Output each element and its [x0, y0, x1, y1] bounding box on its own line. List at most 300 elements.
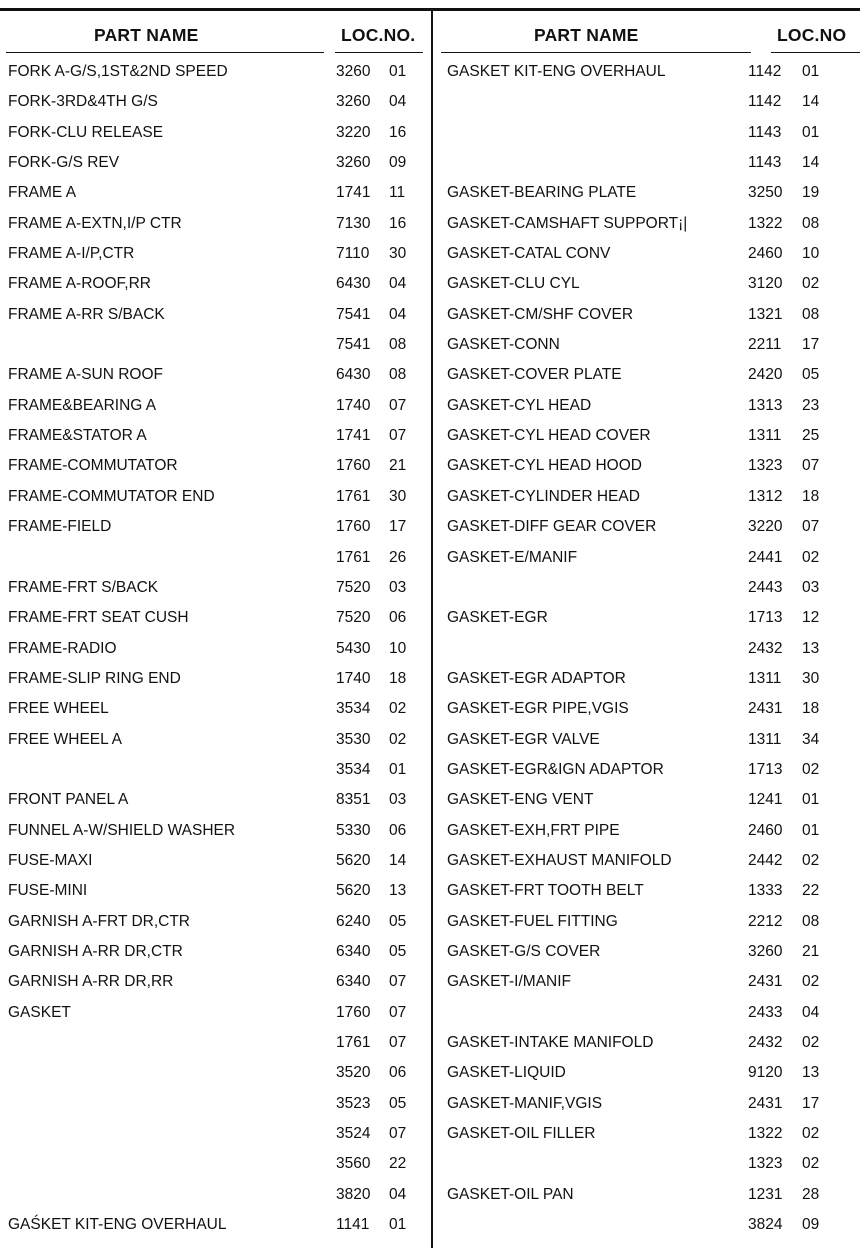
part-name: FRAME A-I/P,CTR	[8, 245, 135, 263]
loc-number: 1333	[748, 882, 783, 900]
table-row	[447, 274, 860, 304]
part-name: GASKET-EGR VALVE	[447, 730, 600, 748]
loc-number: 1142	[748, 63, 782, 80]
loc-number: 1713	[748, 760, 783, 778]
loc-number: 2460	[748, 245, 783, 263]
loc-number: 5620	[336, 851, 371, 869]
loc-sub-number: 14	[389, 851, 407, 869]
table-row	[447, 1063, 860, 1093]
loc-sub-number: 18	[802, 487, 820, 505]
loc-number: 1311	[748, 427, 782, 445]
loc-sub-number: 30	[802, 669, 820, 687]
loc-sub-number: 01	[389, 1216, 407, 1234]
part-name: GASKET-ENG VENT	[447, 791, 594, 809]
part-name: FRAME&BEARING A	[8, 396, 157, 414]
loc-number: 2460	[748, 821, 783, 839]
loc-sub-number: 02	[802, 275, 820, 293]
loc-number: 1323	[748, 457, 783, 475]
loc-sub-number: 07	[802, 457, 820, 475]
loc-number: 3260	[336, 63, 371, 80]
loc-number: 1740	[336, 396, 371, 414]
table-row	[8, 487, 428, 517]
loc-sub-number: 04	[389, 305, 407, 323]
loc-number: 3260	[748, 942, 783, 960]
loc-number: 2433	[748, 1003, 783, 1021]
table-row	[447, 821, 860, 851]
loc-number: 6340	[336, 942, 371, 960]
part-name: FRAME A-ROOF,RR	[8, 275, 151, 293]
loc-number: 3560	[336, 1155, 371, 1173]
table-row	[8, 790, 428, 820]
loc-sub-number: 02	[389, 730, 407, 748]
loc-number: 2431	[748, 1094, 783, 1112]
loc-number: 6430	[336, 366, 371, 384]
table-row	[447, 912, 860, 942]
table-row	[447, 1124, 860, 1154]
part-name: GASKET-E/MANIF	[447, 548, 578, 566]
loc-number: 2420	[748, 366, 783, 384]
table-row	[447, 517, 860, 547]
loc-number: 7110	[336, 245, 370, 263]
table-row	[447, 730, 860, 760]
loc-sub-number: 30	[389, 487, 407, 505]
loc-sub-number: 05	[389, 942, 407, 960]
loc-number: 1760	[336, 1003, 371, 1021]
loc-number: 1231	[748, 1185, 783, 1203]
table-row	[447, 851, 860, 881]
table-row	[8, 669, 428, 699]
part-name: GASKET-CYLINDER HEAD	[447, 487, 640, 505]
part-name: GASKET-LIQUID	[447, 1064, 566, 1082]
table-row	[8, 1215, 428, 1245]
loc-sub-number: 21	[802, 942, 820, 960]
loc-number: 3220	[748, 518, 783, 536]
loc-number: 1322	[748, 1125, 783, 1143]
loc-number: 1141	[336, 1216, 370, 1234]
loc-sub-number: 13	[802, 1064, 820, 1082]
loc-number: 7541	[336, 305, 371, 323]
loc-sub-number: 02	[802, 548, 820, 566]
loc-number: 5620	[336, 882, 371, 900]
table-row	[8, 183, 428, 213]
loc-sub-number: 02	[802, 1155, 820, 1173]
loc-number: 6340	[336, 973, 371, 991]
loc-number: 3250	[748, 184, 783, 202]
table-row	[447, 426, 860, 456]
table-row	[8, 214, 428, 244]
loc-sub-number: 08	[802, 305, 820, 323]
loc-sub-number: 08	[389, 366, 407, 384]
table-row	[447, 1094, 860, 1124]
loc-sub-number: 05	[389, 912, 407, 930]
part-name: FRAME-SLIP RING END	[8, 669, 181, 687]
loc-sub-number: 02	[802, 973, 820, 991]
loc-sub-number: 07	[802, 518, 820, 536]
table-row	[447, 1215, 860, 1245]
table-row	[8, 851, 428, 881]
table-row	[8, 912, 428, 942]
loc-number: 3524	[336, 1125, 371, 1143]
loc-sub-number: 08	[802, 912, 820, 930]
table-row	[447, 669, 860, 699]
loc-number: 3534	[336, 760, 371, 778]
part-name: GARNISH A-RR DR,CTR	[8, 942, 183, 960]
loc-sub-number: 03	[802, 578, 820, 596]
table-row	[447, 972, 860, 1002]
loc-sub-number: 01	[802, 791, 820, 809]
loc-sub-number: 08	[802, 214, 820, 232]
loc-sub-number: 04	[389, 93, 407, 111]
loc-sub-number: 04	[389, 1185, 407, 1203]
loc-sub-number: 17	[802, 1094, 820, 1112]
part-name: FRAME-FRT SEAT CUSH	[8, 609, 189, 627]
loc-number: 2212	[748, 912, 783, 930]
loc-sub-number: 13	[389, 882, 407, 900]
part-name: GASKET-CLU CYL	[447, 275, 580, 293]
table-row	[8, 972, 428, 1002]
part-name: GASKET-COVER PLATE	[447, 366, 622, 384]
part-name: GASKET-CATAL CONV	[447, 245, 611, 263]
left-part-name-header: PART NAME	[94, 25, 199, 45]
loc-number: 1142	[748, 93, 782, 111]
table-row	[447, 639, 860, 669]
loc-sub-number: 07	[389, 973, 407, 991]
loc-sub-number: 07	[389, 1003, 407, 1021]
loc-sub-number: 14	[802, 93, 820, 111]
loc-number: 2442	[748, 851, 783, 869]
part-name: FUSE-MINI	[8, 882, 88, 900]
loc-sub-number: 04	[389, 275, 407, 293]
part-name: GASKET-EGR	[447, 609, 548, 627]
part-name: FREE WHEEL A	[8, 730, 122, 748]
table-row	[8, 548, 428, 578]
loc-number: 3530	[336, 730, 371, 748]
loc-sub-number: 08	[389, 336, 407, 354]
loc-number: 2432	[748, 1034, 783, 1051]
table-row	[447, 1003, 860, 1033]
loc-sub-number: 06	[389, 1064, 407, 1082]
loc-number: 3260	[336, 93, 371, 111]
loc-sub-number: 19	[802, 184, 820, 202]
part-name: FORK-G/S REV	[8, 154, 120, 172]
loc-sub-number: 28	[802, 1185, 820, 1203]
left-parts-column	[8, 62, 428, 1245]
table-row	[447, 335, 860, 365]
loc-sub-number: 02	[802, 851, 820, 869]
part-name: GASKET-EGR PIPE,VGIS	[447, 700, 629, 718]
loc-sub-number: 02	[802, 1125, 820, 1143]
part-name: FRAME-RADIO	[8, 639, 117, 657]
loc-sub-number: 10	[389, 639, 407, 657]
loc-number: 9120	[748, 1064, 783, 1082]
loc-number: 7130	[336, 214, 371, 232]
part-name: GARNISH A-FRT DR,CTR	[8, 912, 190, 930]
loc-sub-number: 34	[802, 730, 820, 748]
table-row	[447, 62, 860, 92]
loc-number: 6240	[336, 912, 371, 930]
loc-sub-number: 18	[389, 669, 407, 687]
table-row	[447, 1154, 860, 1184]
part-name: GAŚKET KIT-ENG OVERHAUL	[8, 1216, 227, 1234]
part-name: GASKET-CAMSHAFT SUPPORT¡|	[447, 214, 688, 232]
loc-number: 1322	[748, 214, 783, 232]
table-row	[8, 1154, 428, 1184]
part-name: GASKET-OIL PAN	[447, 1185, 574, 1203]
loc-number: 3260	[336, 154, 371, 172]
loc-sub-number: 01	[802, 63, 820, 80]
right-part-name-header: PART NAME	[534, 25, 639, 45]
column-divider	[431, 10, 433, 1248]
left-name-header-rule	[6, 52, 324, 53]
table-row	[8, 942, 428, 972]
loc-sub-number: 14	[802, 154, 820, 172]
loc-sub-number: 04	[802, 1003, 820, 1021]
loc-number: 1713	[748, 609, 783, 627]
table-row	[8, 335, 428, 365]
loc-number: 5330	[336, 821, 371, 839]
loc-number: 7541	[336, 336, 371, 354]
table-row	[447, 699, 860, 729]
loc-sub-number: 02	[802, 760, 820, 778]
table-row	[8, 639, 428, 669]
loc-number: 2441	[748, 548, 783, 566]
loc-number: 7520	[336, 578, 371, 596]
loc-number: 1761	[336, 1034, 371, 1051]
table-row	[447, 214, 860, 244]
table-row	[447, 881, 860, 911]
part-name: FUSE-MAXI	[8, 851, 93, 869]
loc-sub-number: 25	[802, 427, 820, 445]
table-row	[8, 699, 428, 729]
part-name: GASKET	[8, 1003, 71, 1021]
table-row	[8, 274, 428, 304]
part-name: FRAME A	[8, 184, 77, 202]
loc-sub-number: 01	[389, 63, 407, 80]
loc-sub-number: 23	[802, 396, 820, 414]
table-row	[447, 92, 860, 122]
table-row	[8, 1063, 428, 1093]
part-name: FRONT PANEL A	[8, 791, 129, 809]
table-row	[447, 760, 860, 790]
part-name: GASKET-G/S COVER	[447, 942, 601, 960]
part-name: GASKET-EXHAUST MANIFOLD	[447, 851, 672, 869]
part-name: GASKET-EXH,FRT PIPE	[447, 821, 620, 839]
loc-sub-number: 12	[802, 609, 820, 627]
table-row	[447, 244, 860, 274]
part-name: FRAME-COMMUTATOR	[8, 457, 178, 475]
table-row	[8, 608, 428, 638]
loc-sub-number: 09	[802, 1216, 820, 1234]
loc-sub-number: 16	[389, 214, 407, 232]
table-row	[8, 760, 428, 790]
table-row	[8, 92, 428, 122]
loc-number: 5430	[336, 639, 371, 657]
table-row	[447, 487, 860, 517]
loc-sub-number: 21	[389, 457, 407, 475]
right-loc-no-header: LOC.NO	[777, 25, 847, 45]
right-loc-header-rule	[771, 52, 860, 53]
loc-number: 2432	[748, 639, 783, 657]
right-name-header-rule	[441, 52, 751, 53]
loc-number: 2431	[748, 700, 783, 718]
loc-sub-number: 07	[389, 1034, 407, 1051]
loc-number: 1741	[336, 184, 371, 202]
table-row	[447, 456, 860, 486]
loc-number: 1311	[748, 730, 782, 748]
part-name: GASKET-FUEL FITTING	[447, 912, 618, 930]
part-name: FUNNEL A-W/SHIELD WASHER	[8, 821, 236, 839]
part-name: GASKET-FRT TOOTH BELT	[447, 882, 644, 900]
part-name: FRAME-COMMUTATOR END	[8, 487, 215, 505]
loc-number: 1241	[748, 791, 783, 809]
table-row	[8, 517, 428, 547]
part-name: GASKET KIT-ENG OVERHAUL	[447, 63, 666, 80]
loc-sub-number: 18	[802, 700, 820, 718]
loc-sub-number: 22	[389, 1155, 407, 1173]
table-row	[8, 578, 428, 608]
loc-sub-number: 10	[802, 245, 820, 263]
loc-sub-number: 03	[389, 578, 407, 596]
loc-number: 1143	[748, 154, 782, 172]
table-row	[8, 123, 428, 153]
part-name: GASKET-CONN	[447, 336, 560, 354]
part-name: FRAME A-EXTN,I/P CTR	[8, 214, 182, 232]
loc-number: 2431	[748, 973, 783, 991]
loc-sub-number: 13	[802, 639, 820, 657]
table-row	[8, 730, 428, 760]
loc-sub-number: 03	[389, 791, 407, 809]
loc-sub-number: 02	[389, 700, 407, 718]
loc-sub-number: 07	[389, 1125, 407, 1143]
table-row	[447, 153, 860, 183]
part-name: FORK-3RD&4TH G/S	[8, 93, 158, 111]
top-rule	[0, 8, 860, 11]
loc-number: 1761	[336, 548, 371, 566]
loc-sub-number: 09	[389, 154, 407, 172]
table-row	[447, 396, 860, 426]
table-row	[447, 1033, 860, 1063]
table-row	[447, 123, 860, 153]
part-name: FRAME-FIELD	[8, 518, 112, 536]
loc-sub-number: 07	[389, 396, 407, 414]
part-name: GASKET-EGR ADAPTOR	[447, 669, 626, 687]
loc-number: 1143	[748, 123, 782, 141]
left-loc-no-header: LOC.NO.	[341, 25, 416, 45]
part-name: FORK A-G/S,1ST&2ND SPEED	[8, 63, 228, 80]
table-row	[447, 305, 860, 335]
table-row	[447, 608, 860, 638]
loc-sub-number: 11	[389, 184, 406, 202]
right-parts-column	[447, 62, 860, 1245]
loc-number: 1760	[336, 457, 371, 475]
part-name: GARNISH A-RR DR,RR	[8, 973, 174, 991]
loc-number: 1323	[748, 1155, 783, 1173]
part-name: FRAME A-SUN ROOF	[8, 366, 164, 384]
table-row	[8, 62, 428, 92]
loc-number: 8351	[336, 791, 371, 809]
table-row	[447, 790, 860, 820]
loc-sub-number: 01	[802, 123, 820, 141]
loc-number: 3520	[336, 1064, 371, 1082]
table-row	[8, 1124, 428, 1154]
loc-number: 2211	[748, 336, 782, 354]
table-row	[8, 244, 428, 274]
loc-number: 1761	[336, 487, 371, 505]
table-row	[8, 881, 428, 911]
loc-number: 3534	[336, 700, 371, 718]
loc-sub-number: 16	[389, 123, 407, 141]
table-row	[447, 183, 860, 213]
table-row	[8, 396, 428, 426]
loc-number: 7520	[336, 609, 371, 627]
loc-sub-number: 22	[802, 882, 820, 900]
loc-sub-number: 02	[802, 1034, 820, 1051]
table-row	[8, 365, 428, 395]
part-name: FREE WHEEL	[8, 700, 109, 718]
table-row	[8, 1185, 428, 1215]
part-name: GASKET-DIFF GEAR COVER	[447, 518, 657, 536]
part-name: GASKET-INTAKE MANIFOLD	[447, 1034, 654, 1051]
loc-sub-number: 01	[389, 760, 407, 778]
loc-number: 3220	[336, 123, 371, 141]
loc-sub-number: 06	[389, 821, 407, 839]
loc-sub-number: 06	[389, 609, 407, 627]
part-name: GASKET-CM/SHF COVER	[447, 305, 634, 323]
part-name: GASKET-EGR&IGN ADAPTOR	[447, 760, 664, 778]
loc-number: 3523	[336, 1094, 371, 1112]
loc-sub-number: 01	[802, 821, 820, 839]
loc-number: 6430	[336, 275, 371, 293]
table-row	[447, 548, 860, 578]
loc-number: 1313	[748, 396, 783, 414]
table-row	[8, 426, 428, 456]
loc-number: 2443	[748, 578, 783, 596]
part-name: FORK-CLU RELEASE	[8, 123, 164, 141]
loc-number: 1321	[748, 305, 783, 323]
part-name: FRAME&STATOR A	[8, 427, 147, 445]
loc-number: 1760	[336, 518, 371, 536]
table-row	[8, 1003, 428, 1033]
loc-sub-number: 17	[389, 518, 407, 536]
loc-sub-number: 17	[802, 336, 820, 354]
table-row	[8, 821, 428, 851]
table-row	[8, 1033, 428, 1063]
loc-sub-number: 30	[389, 245, 407, 263]
table-row	[8, 305, 428, 335]
part-name: GASKET-BEARING PLATE	[447, 184, 637, 202]
loc-sub-number: 05	[389, 1094, 407, 1112]
loc-number: 3120	[748, 275, 783, 293]
table-row	[447, 942, 860, 972]
loc-number: 1312	[748, 487, 783, 505]
part-name: GASKET-OIL FILLER	[447, 1125, 596, 1143]
part-name: FRAME-FRT S/BACK	[8, 578, 159, 596]
part-name: GASKET-CYL HEAD	[447, 396, 592, 414]
loc-number: 1311	[748, 669, 782, 687]
part-name: FRAME A-RR S/BACK	[8, 305, 165, 323]
part-name: GASKET-CYL HEAD HOOD	[447, 457, 642, 475]
table-row	[8, 153, 428, 183]
loc-sub-number: 05	[802, 366, 820, 384]
loc-number: 1741	[336, 427, 371, 445]
loc-number: 3824	[748, 1216, 783, 1234]
part-name: GASKET-CYL HEAD COVER	[447, 427, 651, 445]
table-row	[447, 1185, 860, 1215]
loc-sub-number: 07	[389, 427, 407, 445]
table-row	[447, 365, 860, 395]
table-row	[447, 578, 860, 608]
left-loc-header-rule	[335, 52, 423, 53]
